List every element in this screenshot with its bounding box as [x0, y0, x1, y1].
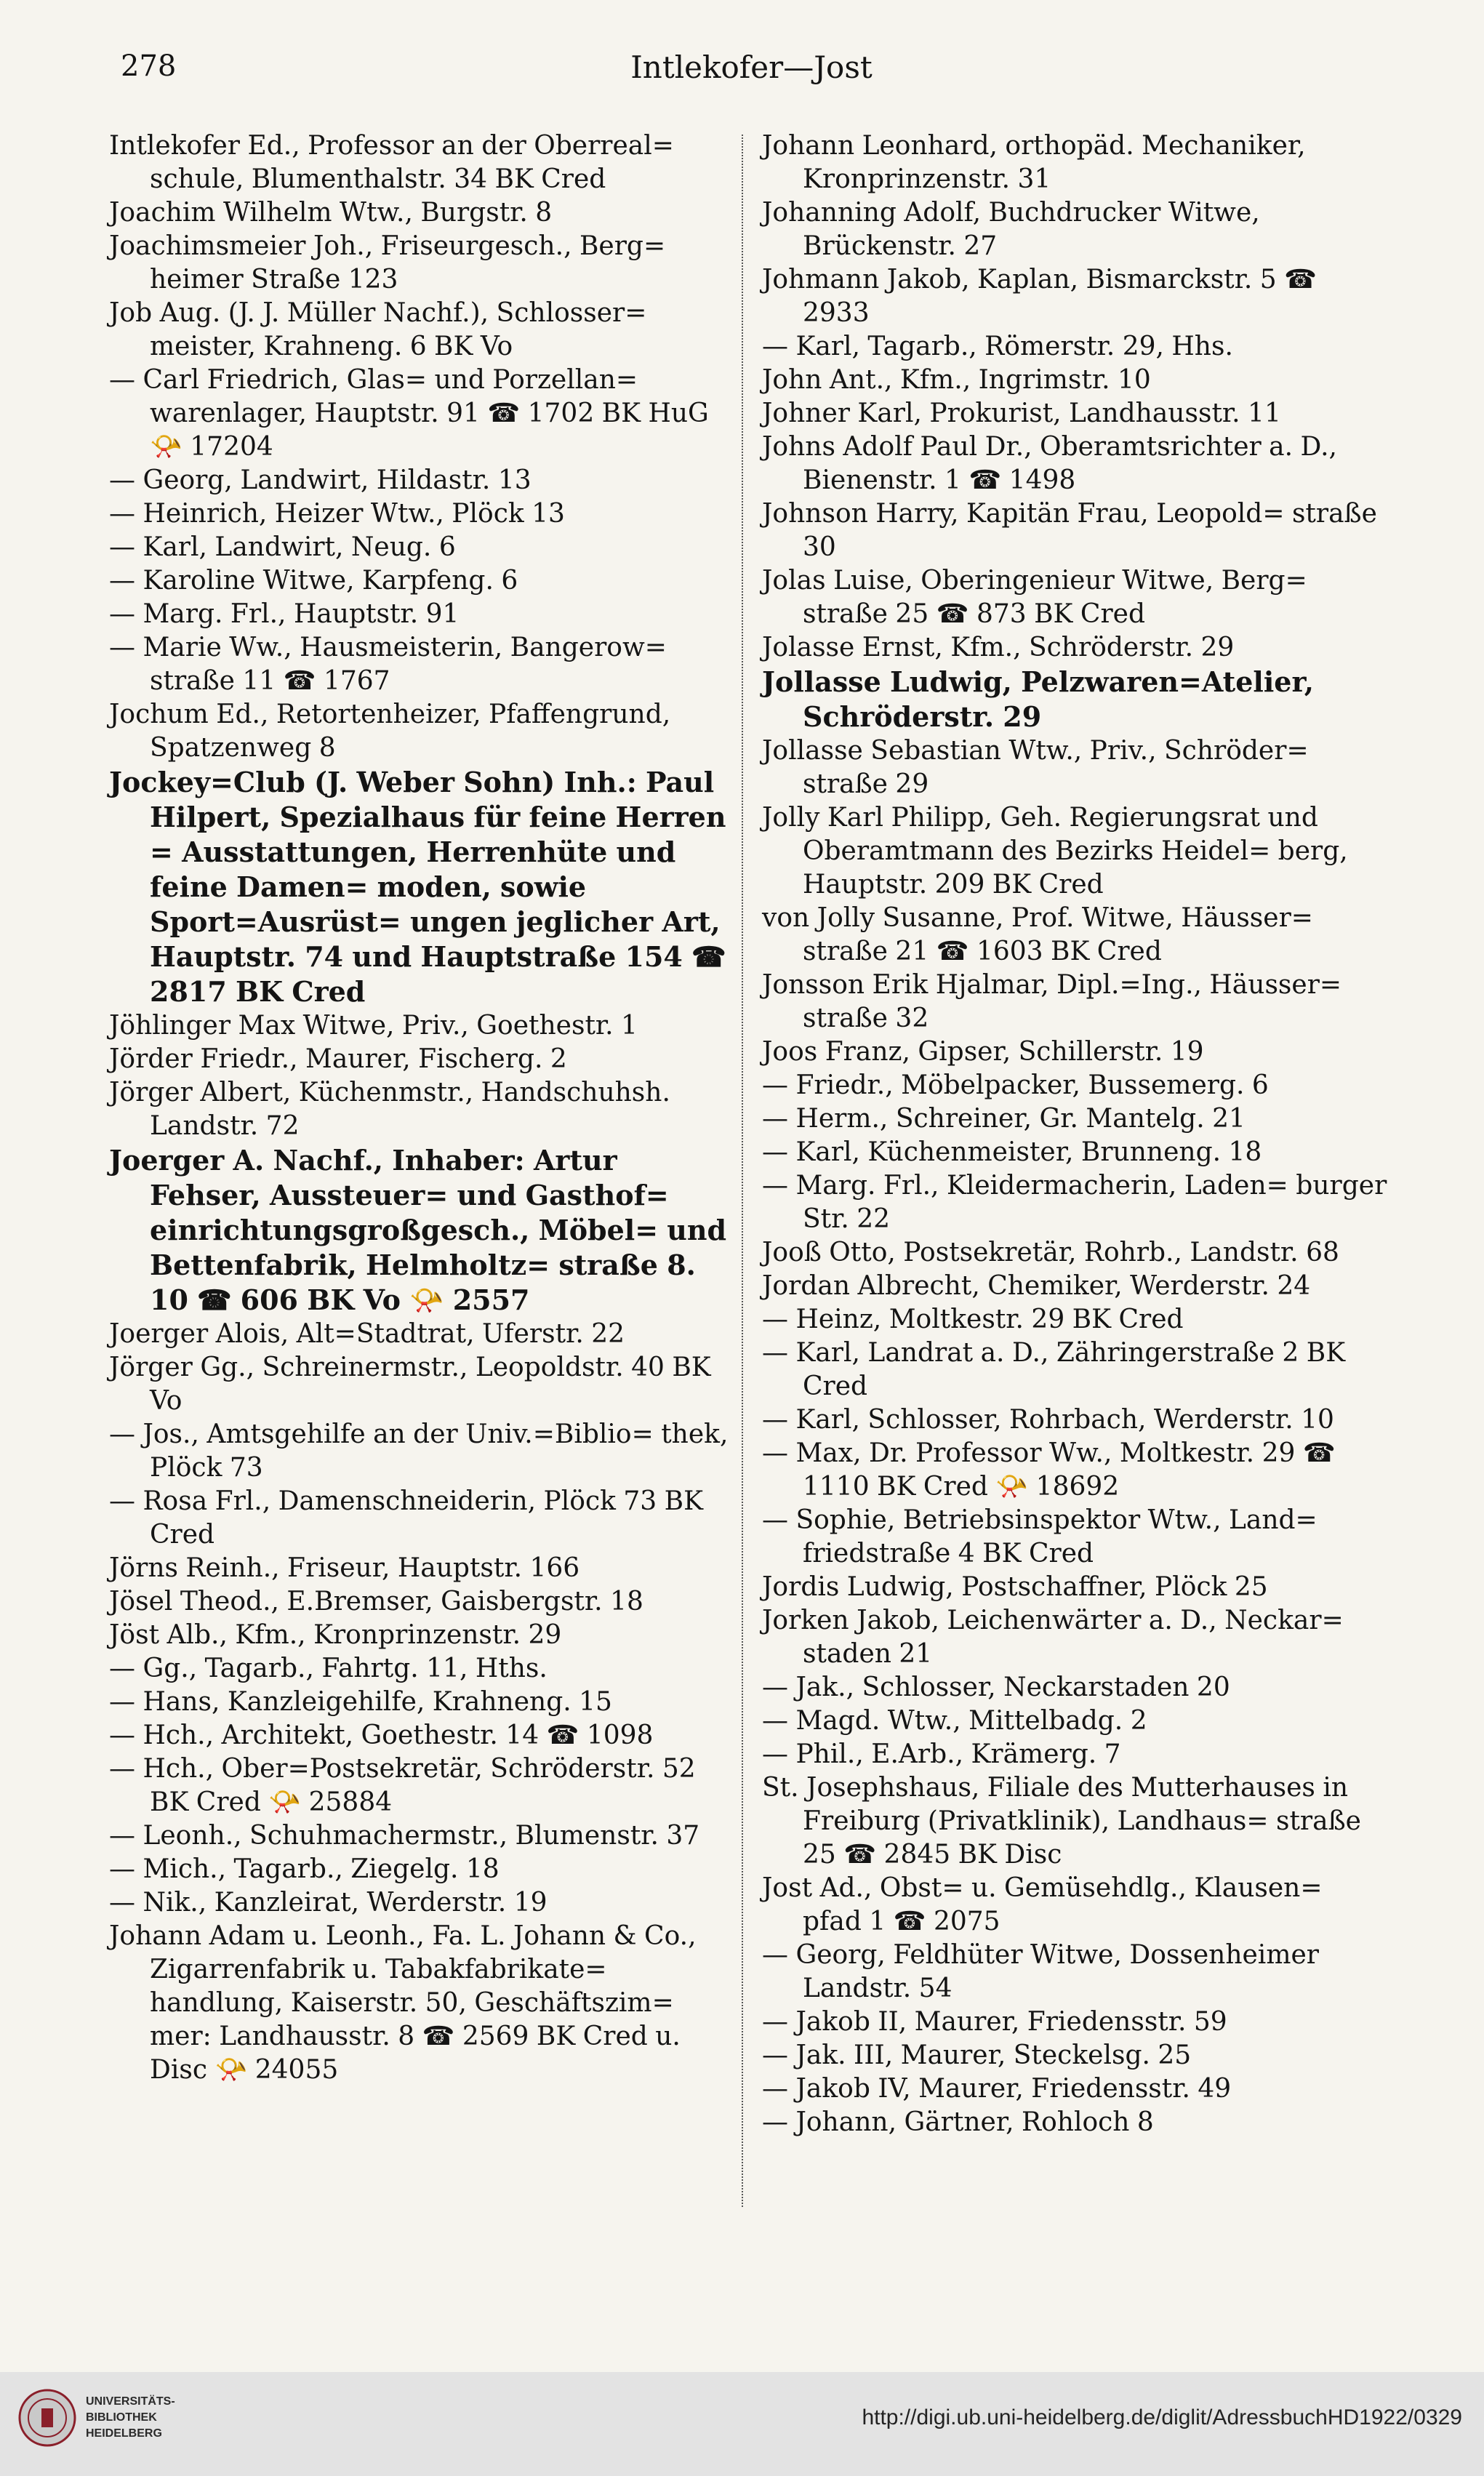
directory-entry: Jörger Albert, Küchenmstr., Handschuhsh. Landstr. 72: [109, 1078, 670, 1141]
directory-entry: — Jos., Amtsgehilfe an der Univ.=Biblio= thek, Plöck 73: [109, 1419, 729, 1483]
left-column: [109, 129, 734, 2087]
directory-entry: Jöst Alb., Kfm., Kronprinzenstr. 29: [109, 1620, 562, 1650]
directory-entry: Jörder Friedr., Maurer, Fischerg. 2: [109, 1044, 567, 1074]
directory-entry: — Johann, Gärtner, Rohloch 8: [762, 2107, 1154, 2137]
directory-entry: — Georg, Feldhüter Witwe, Dossenheimer Landstr. 54: [762, 1940, 1319, 2003]
directory-entry: Intlekofer Ed., Professor an der Oberreal= schule, Blumenthalstr. 34 BK Cred: [109, 131, 674, 194]
directory-entry: — Phil., E.Arb., Krämerg. 7: [762, 1739, 1121, 1769]
directory-entry: — Max, Dr. Professor Ww., Moltkestr. 29 ☎ 1110 BK Cred 📯 18692: [762, 1438, 1336, 1502]
library-name: [86, 2394, 175, 2442]
directory-entry: — Herm., Schreiner, Gr. Mantelg. 21: [762, 1104, 1246, 1134]
library-seal-icon: [17, 2388, 77, 2448]
directory-entry: Johann Leonhard, orthopäd. Mechaniker, Kronprinzenstr. 31: [762, 131, 1306, 194]
directory-entry: Johner Karl, Prokurist, Landhausstr. 11: [762, 398, 1281, 428]
directory-entry: — Marie Ww., Hausmeisterin, Bangerow= straße 11 ☎ 1767: [109, 633, 667, 696]
directory-entry: Jörger Gg., Schreinermstr., Leopoldstr. 40 BK Vo: [109, 1353, 711, 1416]
directory-entry: Jost Ad., Obst= u. Gemüsehdlg., Klausen= pfad 1 ☎ 2075: [762, 1873, 1323, 1936]
directory-entry: Jollasse Sebastian Wtw., Priv., Schröder= straße 29: [762, 736, 1309, 799]
directory-entry: Joachim Wilhelm Wtw., Burgstr. 8: [109, 198, 553, 228]
directory-entry: — Georg, Landwirt, Hildastr. 13: [109, 465, 532, 495]
directory-entry: — Marg. Frl., Hauptstr. 91: [109, 599, 460, 629]
directory-entry: — Jakob II, Maurer, Friedensstr. 59: [762, 2007, 1227, 2037]
directory-entry: Jordan Albrecht, Chemiker, Werderstr. 24: [762, 1271, 1311, 1301]
directory-entry: Joachimsmeier Joh., Friseurgesch., Berg= heimer Straße 123: [109, 231, 666, 295]
directory-entry: — Jak. III, Maurer, Steckelsg. 25: [762, 2040, 1192, 2070]
directory-entry: Job Aug. (J. J. Müller Nachf.), Schlosser= meister, Krahneng. 6 BK Vo: [109, 298, 647, 361]
directory-entry: — Rosa Frl., Damenschneiderin, Plöck 73 BK Cred: [109, 1486, 703, 1550]
directory-entry: — Heinz, Moltkestr. 29 BK Cred: [762, 1305, 1184, 1334]
directory-entry: Johmann Jakob, Kaplan, Bismarckstr. 5 ☎ 2933: [762, 265, 1317, 328]
footer-bar: [0, 2372, 1484, 2476]
directory-entry: Johns Adolf Paul Dr., Oberamtsrichter a. D., Bienenstr. 1 ☎ 1498: [762, 432, 1337, 495]
directory-entry: — Carl Friedrich, Glas= und Porzellan= warenlager, Hauptstr. 91 ☎ 1702 BK HuG 📯 17204: [109, 365, 709, 462]
directory-entry: — Sophie, Betriebsinspektor Wtw., Land= friedstraße 4 BK Cred: [762, 1505, 1317, 1568]
directory-entry: Jonsson Erik Hjalmar, Dipl.=Ing., Häusser= straße 32: [762, 970, 1342, 1033]
directory-entry: — Marg. Frl., Kleidermacherin, Laden= burger Str. 22: [762, 1171, 1387, 1234]
directory-entry: von Jolly Susanne, Prof. Witwe, Häusser= straße 21 ☎ 1603 BK Cred: [762, 903, 1313, 966]
page-header: [121, 49, 1382, 100]
directory-entry: — Gg., Tagarb., Fahrtg. 11, Hths.: [109, 1654, 548, 1683]
directory-entry: Johnson Harry, Kapitän Frau, Leopold= straße 30: [762, 499, 1377, 562]
page-number: 278: [121, 49, 177, 83]
directory-entry: Jöhlinger Max Witwe, Priv., Goethestr. 1: [109, 1011, 638, 1041]
directory-entry: — Karl, Küchenmeister, Brunneng. 18: [762, 1137, 1262, 1167]
directory-entry: Jolly Karl Philipp, Geh. Regierungsrat und Oberamtmann des Bezirks Heidel= berg, Hauptstr. 209 BK Cred: [762, 803, 1348, 900]
directory-entry: — Hch., Ober=Postsekretär, Schröderstr. 52 BK Cred 📯 25884: [109, 1754, 696, 1817]
directory-entry: Jockey=Club (J. Weber Sohn) Inh.: Paul Hilpert, Spezialhaus für feine Herren = Ausstattungen, Herrenhüte und feine Damen= moden, sowie Sport=Ausrüst= ungen jeglicher Art, Hauptstr. 74 und Hauptstraße 154 ☎ 2817 BK Cred: [109, 766, 726, 1008]
directory-entry: — Mich., Tagarb., Ziegelg. 18: [109, 1854, 500, 1884]
directory-entry: John Ant., Kfm., Ingrimstr. 10: [762, 365, 1151, 395]
directory-entry: Jorken Jakob, Leichenwärter a. D., Neckar= staden 21: [762, 1606, 1344, 1669]
directory-entry: Joerger Alois, Alt=Stadtrat, Uferstr. 22: [109, 1319, 625, 1349]
directory-entry: St. Josephshaus, Filiale des Mutterhauses in Freiburg (Privatklinik), Landhaus= straße 25 ☎ 2845 BK Disc: [762, 1773, 1361, 1870]
directory-entry: Jochum Ed., Retortenheizer, Pfaffengrund, Spatzenweg 8: [109, 700, 671, 763]
column-divider: [742, 135, 743, 2207]
directory-entry: — Hch., Architekt, Goethestr. 14 ☎ 1098: [109, 1720, 654, 1750]
directory-entry: Jolasse Ernst, Kfm., Schröderstr. 29: [762, 633, 1235, 662]
directory-entry: — Jakob IV, Maurer, Friedensstr. 49: [762, 2074, 1232, 2104]
directory-entry: Johann Adam u. Leonh., Fa. L. Johann & Co., Zigarrenfabrik u. Tabakfabrikate= handlung, Kaiserstr. 50, Geschäftszim= mer: Landhausstr. 8 ☎ 2569 BK Cred u. Disc 📯 24055: [109, 1921, 697, 2085]
directory-entry: Jooß Otto, Postsekretär, Rohrb., Landstr. 68: [762, 1238, 1339, 1267]
directory-entry: Joos Franz, Gipser, Schillerstr. 19: [762, 1037, 1204, 1067]
directory-entry: Jösel Theod., E.Bremser, Gaisbergstr. 18: [109, 1587, 643, 1616]
directory-entry: Johanning Adolf, Buchdrucker Witwe, Brückenstr. 27: [762, 198, 1260, 261]
directory-entry: — Friedr., Möbelpacker, Bussemerg. 6: [762, 1070, 1269, 1100]
directory-entry: — Heinrich, Heizer Wtw., Plöck 13: [109, 499, 565, 529]
library-name-line: HEIDELBERG: [86, 2427, 162, 2440]
directory-entry: — Karl, Schlosser, Rohrbach, Werderstr. 10: [762, 1405, 1334, 1435]
library-name-line: BIBLIOTHEK: [86, 2411, 157, 2424]
directory-entry: — Leonh., Schuhmachermstr., Blumenstr. 37: [109, 1821, 700, 1851]
directory-entry: — Karl, Landrat a. D., Zähringerstraße 2 BK Cred: [762, 1338, 1346, 1401]
directory-entry: Joerger A. Nachf., Inhaber: Artur Fehser, Aussteuer= und Gasthof= einrichtungsgroßgesch., Möbel= und Bettenfabrik, Helmholtz= straße 8. 10 ☎ 606 BK Vo 📯 2557: [109, 1144, 727, 1316]
running-title: Intlekofer—Jost: [630, 49, 873, 85]
directory-entry: — Karl, Tagarb., Römerstr. 29, Hhs.: [762, 332, 1233, 361]
directory-entry: — Magd. Wtw., Mittelbadg. 2: [762, 1706, 1147, 1736]
directory-entry: — Karoline Witwe, Karpfeng. 6: [109, 566, 518, 596]
directory-entry: — Nik., Kanzleirat, Werderstr. 19: [109, 1888, 548, 1918]
directory-entry: — Jak., Schlosser, Neckarstaden 20: [762, 1672, 1230, 1702]
source-url[interactable]: http://digi.ub.uni-heidelberg.de/diglit/AdressbuchHD1922/0329: [862, 2405, 1462, 2429]
directory-entry: — Karl, Landwirt, Neug. 6: [109, 532, 456, 562]
directory-entry: Jordis Ludwig, Postschaffner, Plöck 25: [762, 1572, 1268, 1602]
directory-entry: — Hans, Kanzleigehilfe, Krahneng. 15: [109, 1687, 612, 1717]
right-column: [762, 129, 1387, 2139]
library-name-line: UNIVERSITÄTS-: [86, 2395, 175, 2408]
directory-entry: Jollasse Ludwig, Pelzwaren=Atelier, Schröderstr. 29: [762, 665, 1314, 733]
directory-entry: Jolas Luise, Oberingenieur Witwe, Berg= straße 25 ☎ 873 BK Cred: [762, 566, 1307, 629]
directory-entry: Jörns Reinh., Friseur, Hauptstr. 166: [109, 1553, 580, 1583]
